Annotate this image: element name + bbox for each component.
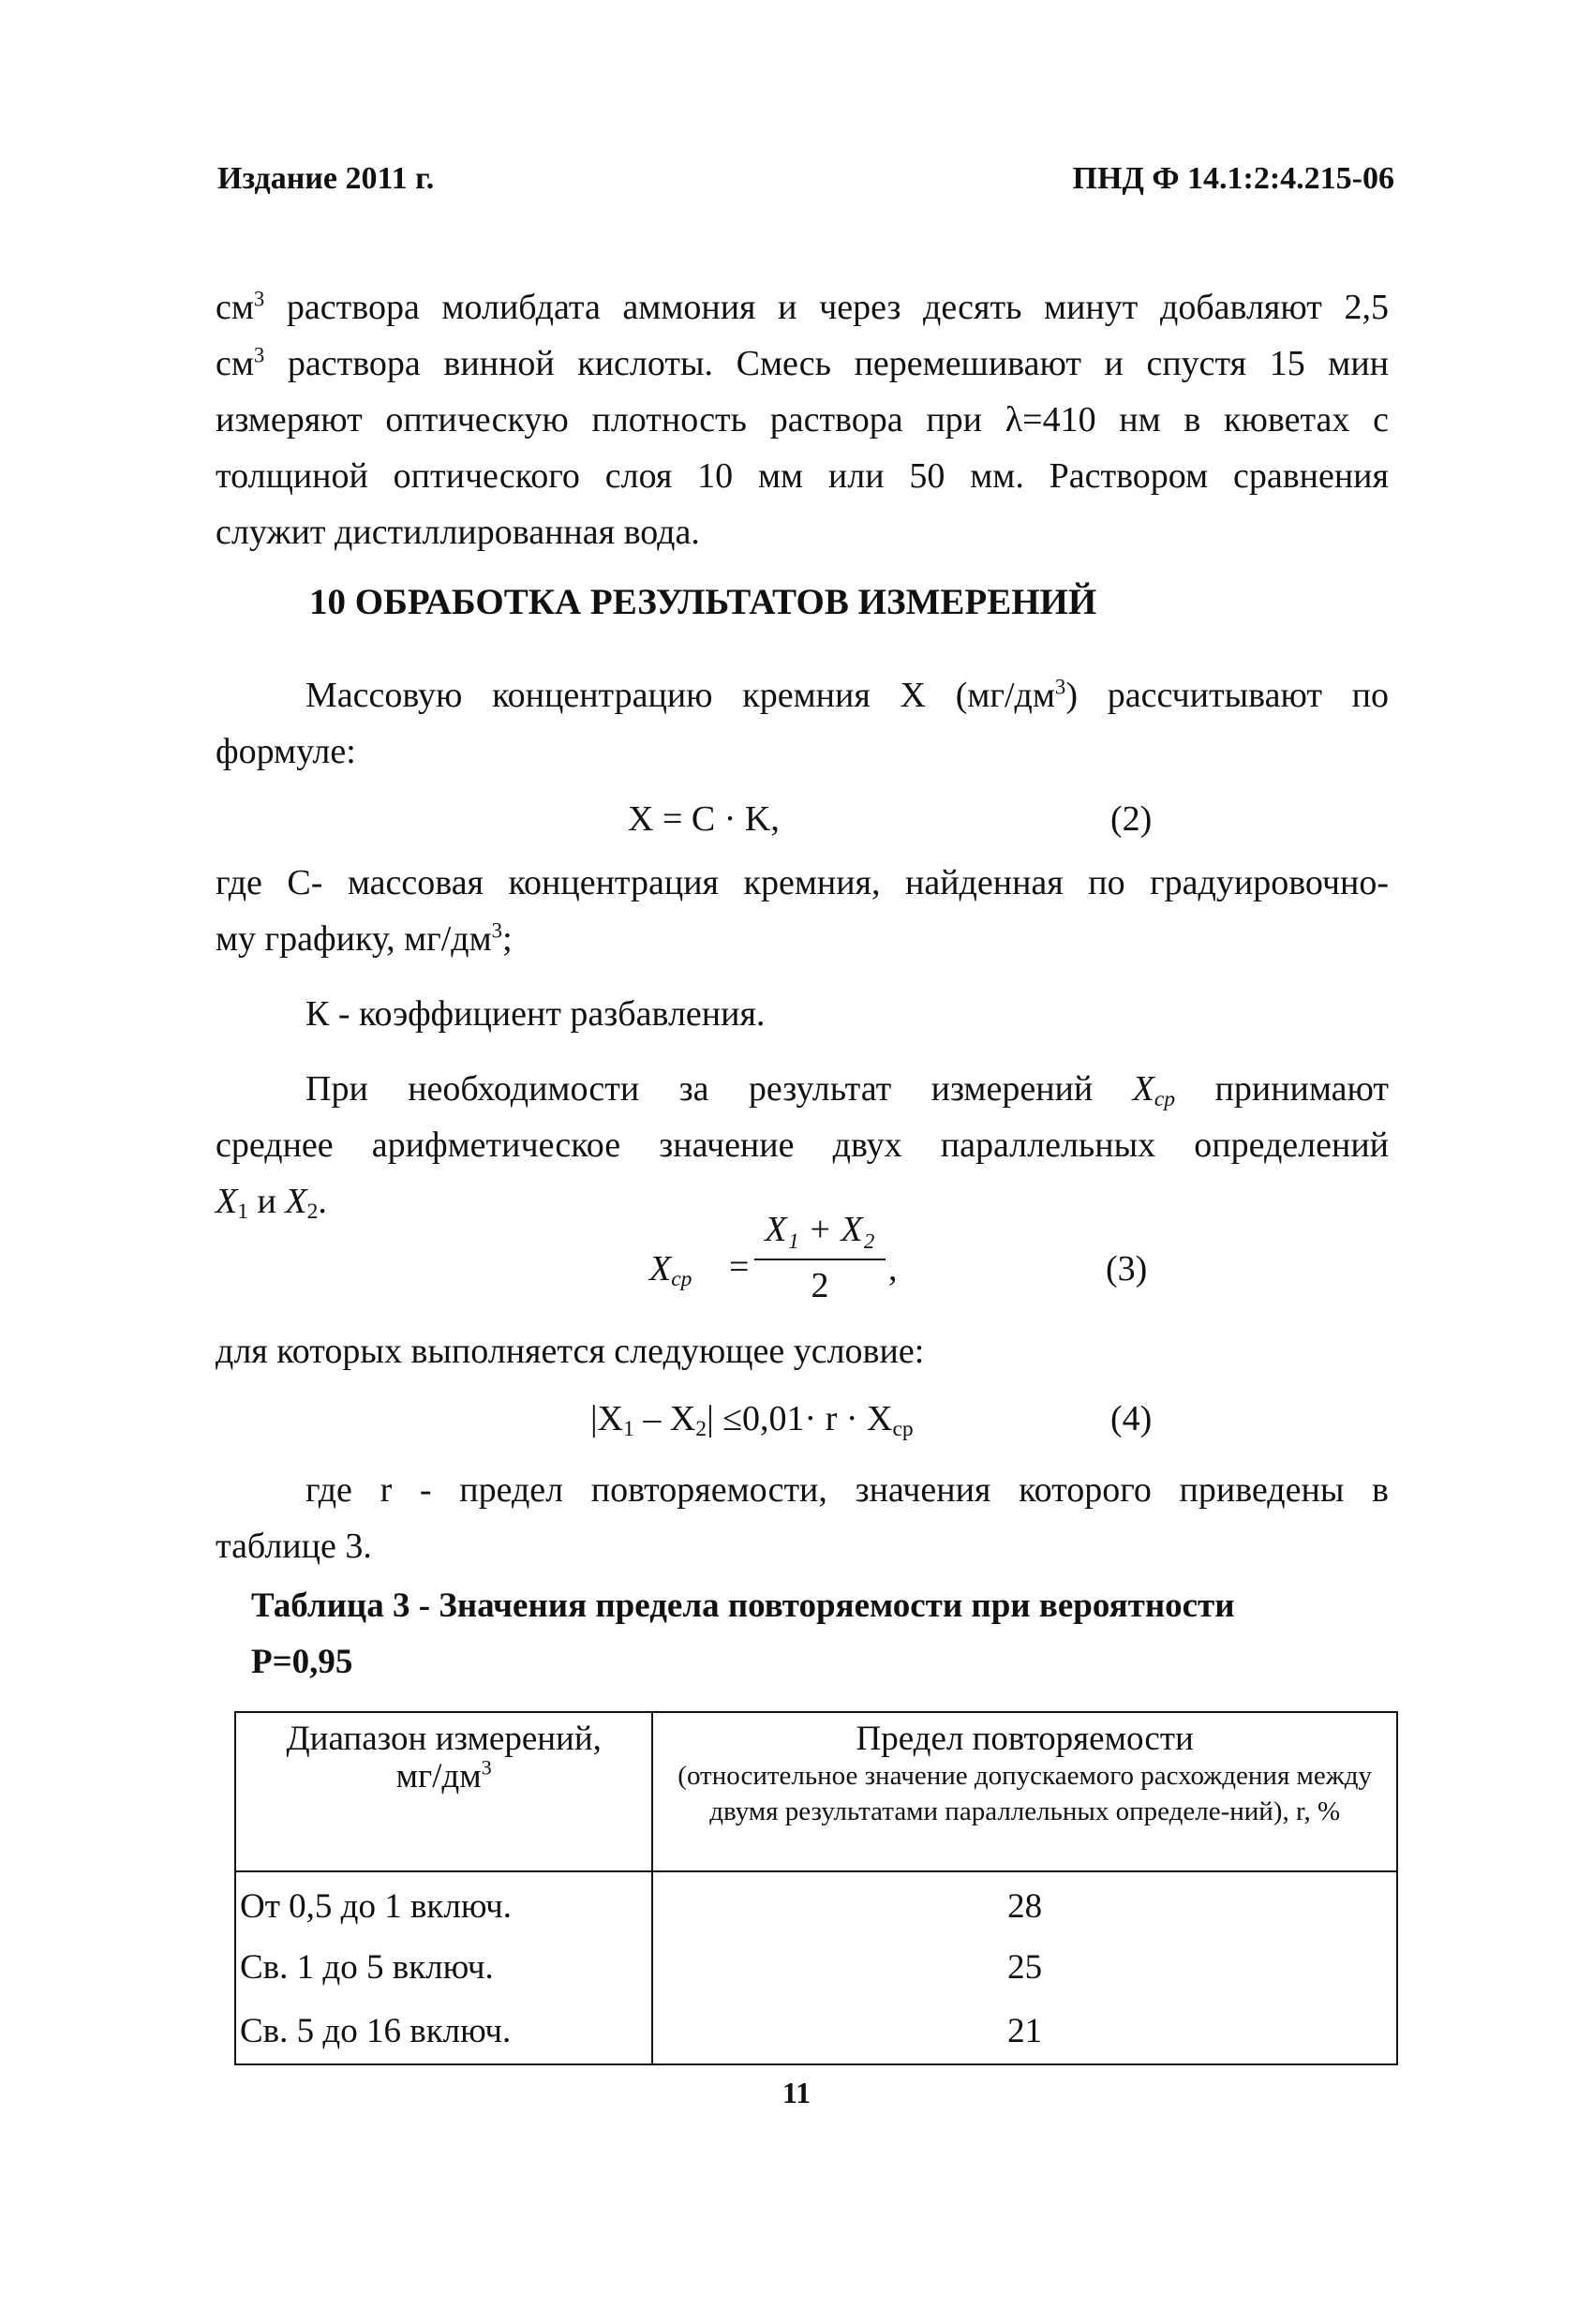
where-c-line-2: му графику, $мг/дм^3$; [216, 918, 513, 959]
page-number: 11 [782, 2076, 811, 2109]
equation-3-numerator: X₁ + X₂ [765, 1210, 875, 1249]
table-header-range: Диапазон измерений, $мг/дм^3$ [235, 1712, 652, 1871]
table-cell-range: От 0,5 до 1 включ. [235, 1871, 652, 1937]
table-row [235, 1998, 1397, 2064]
equation-3-equals: = [729, 1247, 750, 1287]
intro-line-4: толщиной оптического слоя 10 мм или 50 мм. Раствором сравнения [216, 456, 1389, 496]
equation-3-denominator: 2 [811, 1266, 829, 1305]
fraction-bar [754, 1259, 886, 1260]
mass-conc-line-1: Массовую концентрацию кремния X $(мг/дм^3)$ рассчитывают по [305, 675, 1389, 715]
table-header-row [235, 1712, 1397, 1871]
equation-3-number: (3) [1106, 1249, 1148, 1289]
mean-line-3: $X_1$ и $X_2$. [216, 1182, 327, 1224]
intro-line-2: $см^3$ раствора винной кислоты. Смесь перемешивают и спустя 15 мин [216, 343, 1389, 383]
mean-line-2: среднее арифметическое значение двух параллельных определений [216, 1125, 1389, 1165]
table-cell-value: 28 [652, 1871, 1397, 1937]
equation-2-number: (2) [1110, 799, 1153, 839]
mass-conc-line-2: формуле: [216, 732, 356, 771]
equation-2: X = C · K, [628, 799, 780, 839]
table-cell-value: 21 [652, 1998, 1397, 2064]
table-row [235, 1871, 1397, 1937]
equation-4: $|X_1 - X_2| \le 0,01\cdot r \cdot X_{ср}$ [590, 1399, 914, 1441]
where-r-line-1: где r - предел повторяемости, значения которого приведены в [305, 1470, 1389, 1510]
mean-line-1: При необходимости за результат измерений $X_{ср}$ принимают [305, 1069, 1390, 1111]
table-cell-range: Св. 5 до 16 включ. [235, 1998, 652, 2064]
equation-3-comma: , [888, 1249, 898, 1289]
intro-line-3: измеряют оптическую плотность раствора при λ=410 нм в кюветах с [216, 400, 1389, 439]
intro-line-5: служит дистиллированная вода. [216, 513, 700, 552]
where-k-line: К - коэффициент разбавления. [305, 994, 766, 1034]
table-caption-line-2: P=0,95 [251, 1643, 353, 1681]
table-caption-line-1: Таблица 3 - Значения предела повторяемости при вероятности [251, 1587, 1235, 1625]
section-heading: 10 ОБРАБОТКА РЕЗУЛЬТАТОВ ИЗМЕРЕНИЙ [309, 582, 1097, 622]
condition-line: для которых выполняется следующее условие: [216, 1332, 925, 1371]
table-cell-value: 25 [652, 1937, 1397, 1998]
table-row [235, 1937, 1397, 1998]
document-code: ПНД Ф 14.1:2:4.215-06 [1072, 161, 1394, 196]
intro-line-1: $см^3$ раствора молибдата аммония и через десять минут добавляют 2,5 [216, 287, 1389, 327]
equation-3-lhs: $X_{ср}$ [649, 1249, 692, 1291]
where-c-line-1: где С- массовая концентрация кремния, найденная по градуировочно- [216, 863, 1389, 902]
where-r-line-2: таблице 3. [216, 1527, 372, 1566]
edition-label: Издание 2011 г. [217, 161, 435, 196]
table-header-limit: Предел повторяемости (относительное значение допускаемого расхождения между двумя результатами параллельных определе-ний), r, % [652, 1712, 1397, 1871]
table-cell-range: Св. 1 до 5 включ. [235, 1937, 652, 1998]
repeatability-table [234, 1711, 1398, 2065]
equation-4-number: (4) [1110, 1399, 1153, 1438]
